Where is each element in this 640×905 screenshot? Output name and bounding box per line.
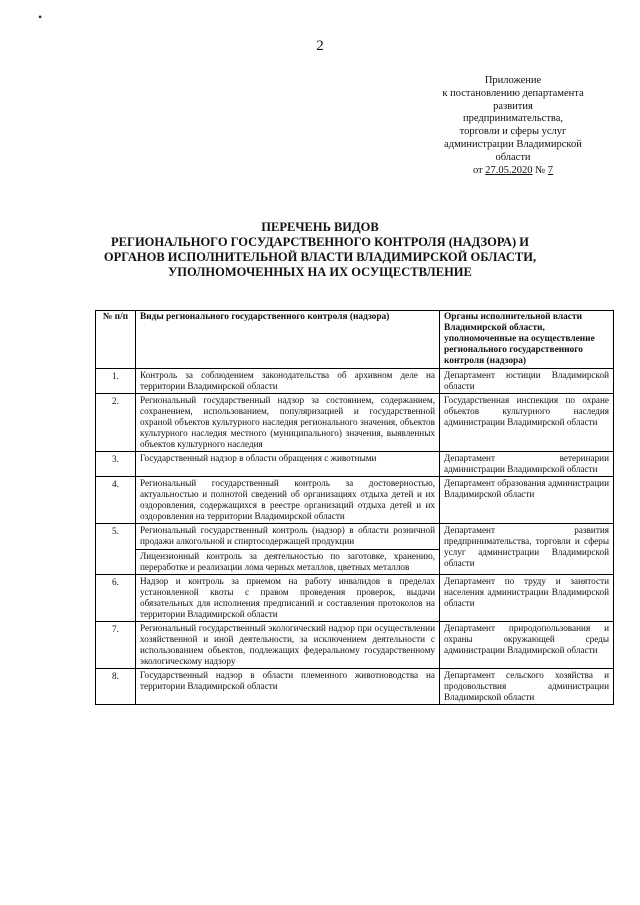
document-number: 7 — [547, 164, 554, 176]
row-kind: Региональный государственный экологический надзор при осуществлении хозяйственной и иной деятельности, за исключением деятельности с использованием объектов, подлежащих федеральному государственному экологическому надзору — [136, 622, 440, 669]
header-kinds: Виды регионального государственного контроля (надзора) — [136, 311, 440, 369]
title-line: ОРГАНОВ ИСПОЛНИТЕЛЬНОЙ ВЛАСТИ ВЛАДИМИРСКОЙ ОБЛАСТИ, — [103, 250, 537, 264]
date-prefix: от — [472, 164, 486, 176]
appendix-line: торговли и сферы услуг — [459, 126, 567, 138]
control-types-table — [95, 310, 614, 705]
table-row — [96, 575, 614, 622]
row-kind: Региональный государственный контроль (надзор) в области розничной продажи алкогольной и спиртосодержащей продукции — [140, 525, 435, 546]
row-organ: Департамент ветеринарии администрации Владимирской области — [440, 452, 614, 477]
row-number: 4. — [96, 477, 136, 524]
row-organ: Департамент образования администрации Владимирской области — [440, 477, 614, 524]
row-number: 3. — [96, 452, 136, 477]
row-organ: Департамент сельского хозяйства и продовольствия администрации Владимирской области — [440, 669, 614, 705]
appendix-line: предпринимательства, — [462, 113, 564, 125]
title-line: РЕГИОНАЛЬНОГО ГОСУДАРСТВЕННОГО КОНТРОЛЯ (НАДЗОРА) И — [111, 235, 529, 249]
row-organ: Департамент по труду и занятости населения администрации Владимирской области — [440, 575, 614, 622]
table-header-row — [96, 311, 614, 369]
row-kind: Региональный государственный надзор за состоянием, содержанием, сохранением, использованием, популяризацией и государственной охраной объектов культурного наследия регионального значения, объектов культурного наследия местного (муниципального) значения, выявленных объектов культурного наследия — [136, 394, 440, 452]
row-kind: Контроль за соблюдением законодательства об архивном деле на территории Владимирской области — [136, 369, 440, 394]
row-kind: Государственный надзор в области обращения с животными — [136, 452, 440, 477]
table-row — [96, 524, 614, 575]
appendix-line: администрации Владимирской — [444, 138, 582, 150]
row-number: 5. — [96, 524, 136, 575]
appendix-line: области — [495, 151, 531, 163]
appendix-line: развития — [493, 100, 533, 112]
title-line: УПОЛНОМОЧЕННЫХ НА ИХ ОСУЩЕСТВЛЕНИЕ — [168, 265, 472, 279]
number-prefix: № — [532, 164, 548, 176]
document-date: 27.05.2020 — [485, 164, 533, 176]
row-number: 1. — [96, 369, 136, 394]
row-kind: Лицензионный контроль за деятельностью по заготовке, хранению, переработке и реализации лома черных металлов, цветных металлов — [136, 549, 439, 573]
appendix-block — [398, 75, 628, 177]
table-row — [96, 452, 614, 477]
table-row — [96, 477, 614, 524]
appendix-date-line — [398, 165, 628, 178]
table-row — [96, 369, 614, 394]
row-organ: Государственная инспекция по охране объектов культурного наследия администрации Владимирской области — [440, 394, 614, 452]
row-kind: Надзор и контроль за приемом на работу инвалидов в пределах установленной квоты с правом проведения проверок, выдачи обязательных для исполнения предписаний и составления протоколов на территории Владимирской области — [136, 575, 440, 622]
row-number: 2. — [96, 394, 136, 452]
row-kinds-cell — [136, 524, 440, 575]
row-number: 8. — [96, 669, 136, 705]
row-organ: Департамент природопользования и охраны окружающей среды администрации Владимирской области — [440, 622, 614, 669]
row-number: 6. — [96, 575, 136, 622]
page-number: 2 — [316, 38, 324, 54]
header-organs: Органы исполнительной власти Владимирской области, уполномоченные на осуществление регионального государственного контроля (надзора) — [440, 311, 614, 369]
appendix-line: Приложение — [484, 75, 542, 86]
header-number: № п/п — [96, 311, 136, 369]
appendix-line: к постановлению департамента — [442, 87, 584, 99]
table-row — [96, 669, 614, 705]
scan-mark: • — [38, 10, 43, 24]
row-number: 7. — [96, 622, 136, 669]
row-organ: Департамент развития предпринимательства, торговли и сферы услуг администрации Владимирской области — [440, 524, 614, 575]
row-organ: Департамент юстиции Владимирской области — [440, 369, 614, 394]
title-line: ПЕРЕЧЕНЬ ВИДОВ — [261, 220, 379, 234]
table-row — [96, 622, 614, 669]
document-title — [60, 220, 580, 280]
row-kind: Региональный государственный контроль за достоверностью, актуальностью и полнотой сведений об организациях отдыха детей и их оздоровления, содержащихся в реестре организаций отдыха детей и их оздоровления на территории Владимирской области — [136, 477, 440, 524]
row-kind: Государственный надзор в области племенного животноводства на территории Владимирской области — [136, 669, 440, 705]
table-row — [96, 394, 614, 452]
